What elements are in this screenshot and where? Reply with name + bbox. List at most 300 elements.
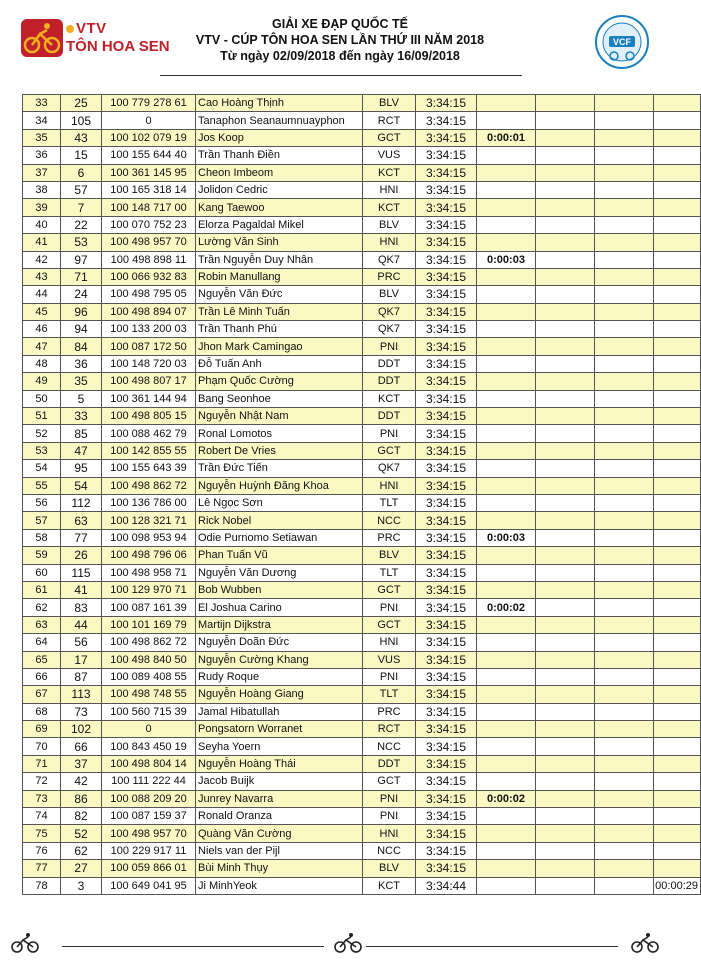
- blank-cell: [536, 355, 595, 372]
- rank-cell: 69: [23, 721, 61, 738]
- rider-name-cell: Trần Thanh Phú: [196, 321, 363, 338]
- table-row: [23, 355, 701, 372]
- team-cell: HNI: [363, 477, 416, 494]
- rank-cell: 40: [23, 216, 61, 233]
- bib-cell: 97: [61, 251, 102, 268]
- cyclist-icon: [630, 932, 660, 954]
- team-cell: KCT: [363, 164, 416, 181]
- bonus-cell: 0:00:02: [477, 790, 536, 807]
- bib-cell: 95: [61, 460, 102, 477]
- bonus-cell: [477, 581, 536, 598]
- bib-cell: 56: [61, 634, 102, 651]
- blank-cell: [536, 477, 595, 494]
- blank-cell: [595, 860, 654, 877]
- blank-cell: [536, 738, 595, 755]
- blank-cell: [595, 808, 654, 825]
- gap-cell: [654, 512, 701, 529]
- blank-cell: [595, 773, 654, 790]
- rank-cell: 58: [23, 529, 61, 546]
- rank-cell: 46: [23, 321, 61, 338]
- bonus-cell: [477, 703, 536, 720]
- time-cell: 3:34:15: [416, 408, 477, 425]
- team-cell: GCT: [363, 442, 416, 459]
- rider-name-cell: Elorza Pagaldal Mikel: [196, 216, 363, 233]
- rank-cell: 62: [23, 599, 61, 616]
- rank-cell: 57: [23, 512, 61, 529]
- team-cell: QK7: [363, 303, 416, 320]
- uci-id-cell: 100 128 321 71: [102, 512, 196, 529]
- team-cell: BLV: [363, 286, 416, 303]
- rank-cell: 36: [23, 147, 61, 164]
- uci-id-cell: 100 066 932 83: [102, 268, 196, 285]
- blank-cell: [595, 564, 654, 581]
- vtv-tonhoasen-logo: [20, 18, 188, 58]
- title-line-3: Từ ngày 02/09/2018 đến ngày 16/09/2018: [220, 49, 460, 63]
- gap-cell: [654, 147, 701, 164]
- gap-cell: [654, 460, 701, 477]
- bonus-cell: [477, 512, 536, 529]
- rider-name-cell: Odie Purnomo Setiawan: [196, 529, 363, 546]
- vtv-wordmark: VTV: [66, 20, 107, 37]
- time-cell: 3:34:15: [416, 390, 477, 407]
- gap-cell: [654, 668, 701, 685]
- rider-name-cell: Kang Taewoo: [196, 199, 363, 216]
- team-cell: QK7: [363, 460, 416, 477]
- blank-cell: [595, 112, 654, 129]
- table-row: [23, 199, 701, 216]
- uci-id-cell: 100 498 894 07: [102, 303, 196, 320]
- team-cell: BLV: [363, 95, 416, 112]
- uci-id-cell: 100 498 898 11: [102, 251, 196, 268]
- gap-cell: [654, 808, 701, 825]
- gap-cell: [654, 529, 701, 546]
- blank-cell: [536, 216, 595, 233]
- blank-cell: [595, 268, 654, 285]
- uci-id-cell: 100 133 200 03: [102, 321, 196, 338]
- rider-name-cell: Trần Lê Minh Tuấn: [196, 303, 363, 320]
- bonus-cell: [477, 390, 536, 407]
- gap-cell: [654, 425, 701, 442]
- uci-id-cell: 100 102 079 19: [102, 129, 196, 146]
- gap-cell: [654, 651, 701, 668]
- time-cell: 3:34:15: [416, 95, 477, 112]
- blank-cell: [536, 321, 595, 338]
- table-row: [23, 547, 701, 564]
- blank-cell: [536, 547, 595, 564]
- gap-cell: [654, 686, 701, 703]
- time-cell: 3:34:15: [416, 512, 477, 529]
- blank-cell: [595, 408, 654, 425]
- bonus-cell: [477, 825, 536, 842]
- time-cell: 3:34:15: [416, 321, 477, 338]
- rank-cell: 67: [23, 686, 61, 703]
- gap-cell: [654, 408, 701, 425]
- blank-cell: [595, 581, 654, 598]
- blank-cell: [595, 199, 654, 216]
- gap-cell: [654, 738, 701, 755]
- blank-cell: [536, 95, 595, 112]
- table-row: [23, 581, 701, 598]
- rank-cell: 70: [23, 738, 61, 755]
- rank-cell: 38: [23, 181, 61, 198]
- time-cell: 3:34:15: [416, 581, 477, 598]
- gap-cell: [654, 721, 701, 738]
- blank-cell: [595, 477, 654, 494]
- rank-cell: 48: [23, 355, 61, 372]
- bonus-cell: [477, 425, 536, 442]
- uci-id-cell: 100 089 408 55: [102, 668, 196, 685]
- bonus-cell: [477, 95, 536, 112]
- uci-id-cell: 100 498 804 14: [102, 755, 196, 772]
- blank-cell: [595, 634, 654, 651]
- uci-id-cell: 100 498 862 72: [102, 634, 196, 651]
- table-row: [23, 129, 701, 146]
- blank-cell: [536, 721, 595, 738]
- bib-cell: 54: [61, 477, 102, 494]
- table-row: [23, 634, 701, 651]
- bib-cell: 7: [61, 199, 102, 216]
- team-cell: GCT: [363, 581, 416, 598]
- time-cell: 3:34:15: [416, 634, 477, 651]
- blank-cell: [536, 442, 595, 459]
- team-cell: RCT: [363, 112, 416, 129]
- uci-id-cell: 100 098 953 94: [102, 529, 196, 546]
- table-row: [23, 773, 701, 790]
- rank-cell: 34: [23, 112, 61, 129]
- uci-id-cell: 100 101 169 79: [102, 616, 196, 633]
- table-row: [23, 825, 701, 842]
- blank-cell: [595, 686, 654, 703]
- uci-id-cell: 100 560 715 39: [102, 703, 196, 720]
- blank-cell: [536, 842, 595, 859]
- bib-cell: 77: [61, 529, 102, 546]
- uci-id-cell: 100 059 866 01: [102, 860, 196, 877]
- blank-cell: [595, 825, 654, 842]
- team-cell: QK7: [363, 251, 416, 268]
- blank-cell: [595, 442, 654, 459]
- team-cell: NCC: [363, 842, 416, 859]
- uci-id-cell: 100 142 855 55: [102, 442, 196, 459]
- uci-id-cell: 100 498 748 55: [102, 686, 196, 703]
- bonus-cell: [477, 738, 536, 755]
- rank-cell: 59: [23, 547, 61, 564]
- blank-cell: [536, 877, 595, 894]
- cyclist-icon: [333, 932, 363, 954]
- gap-cell: [654, 616, 701, 633]
- bonus-cell: [477, 755, 536, 772]
- rider-name-cell: Robin Manullang: [196, 268, 363, 285]
- rank-cell: 63: [23, 616, 61, 633]
- time-cell: 3:34:15: [416, 286, 477, 303]
- header-divider: [160, 75, 522, 76]
- bib-cell: 17: [61, 651, 102, 668]
- blank-cell: [536, 181, 595, 198]
- team-cell: NCC: [363, 512, 416, 529]
- blank-cell: [536, 668, 595, 685]
- table-row: [23, 408, 701, 425]
- bonus-cell: 0:00:03: [477, 251, 536, 268]
- team-cell: TLT: [363, 686, 416, 703]
- rider-name-cell: Lê Ngọc Sơn: [196, 494, 363, 511]
- team-cell: HNI: [363, 181, 416, 198]
- bib-cell: 115: [61, 564, 102, 581]
- rider-name-cell: Bob Wubben: [196, 581, 363, 598]
- bib-cell: 47: [61, 442, 102, 459]
- bib-cell: 42: [61, 773, 102, 790]
- rider-name-cell: Jamal Hibatullah: [196, 703, 363, 720]
- blank-cell: [595, 129, 654, 146]
- team-cell: KCT: [363, 390, 416, 407]
- blank-cell: [595, 721, 654, 738]
- time-cell: 3:34:15: [416, 181, 477, 198]
- rider-name-cell: El Joshua Carino: [196, 599, 363, 616]
- time-cell: 3:34:15: [416, 564, 477, 581]
- gap-cell: [654, 234, 701, 251]
- rider-name-cell: Ronald Oranza: [196, 808, 363, 825]
- bib-cell: 6: [61, 164, 102, 181]
- vcf-logo-icon: [594, 14, 650, 70]
- time-cell: 3:34:15: [416, 808, 477, 825]
- bib-cell: 66: [61, 738, 102, 755]
- bib-cell: 53: [61, 234, 102, 251]
- time-cell: 3:34:15: [416, 442, 477, 459]
- blank-cell: [536, 460, 595, 477]
- table-row: [23, 477, 701, 494]
- bonus-cell: [477, 373, 536, 390]
- table-row: [23, 494, 701, 511]
- team-cell: PNI: [363, 790, 416, 807]
- bonus-cell: [477, 860, 536, 877]
- blank-cell: [536, 234, 595, 251]
- blank-cell: [595, 95, 654, 112]
- bonus-cell: 0:00:01: [477, 129, 536, 146]
- uci-id-cell: 100 361 144 94: [102, 390, 196, 407]
- team-cell: PNI: [363, 338, 416, 355]
- bib-cell: 62: [61, 842, 102, 859]
- blank-cell: [536, 529, 595, 546]
- rider-name-cell: Nguyễn Hoàng Giang: [196, 686, 363, 703]
- time-cell: 3:34:44: [416, 877, 477, 894]
- footer-line: [366, 946, 618, 947]
- time-cell: 3:34:15: [416, 494, 477, 511]
- table-row: [23, 686, 701, 703]
- rider-name-cell: Trần Nguyễn Duy Nhân: [196, 251, 363, 268]
- team-cell: QK7: [363, 321, 416, 338]
- rider-name-cell: Ronal Lomotos: [196, 425, 363, 442]
- rank-cell: 45: [23, 303, 61, 320]
- bib-cell: 37: [61, 755, 102, 772]
- rank-cell: 44: [23, 286, 61, 303]
- bib-cell: 24: [61, 286, 102, 303]
- rank-cell: 68: [23, 703, 61, 720]
- gap-cell: [654, 181, 701, 198]
- uci-id-cell: 100 498 862 72: [102, 477, 196, 494]
- team-cell: HNI: [363, 825, 416, 842]
- blank-cell: [595, 338, 654, 355]
- bonus-cell: [477, 303, 536, 320]
- gap-cell: [654, 494, 701, 511]
- team-cell: GCT: [363, 129, 416, 146]
- blank-cell: [595, 668, 654, 685]
- bib-cell: 22: [61, 216, 102, 233]
- bib-cell: 113: [61, 686, 102, 703]
- bib-cell: 26: [61, 547, 102, 564]
- bonus-cell: [477, 842, 536, 859]
- gap-cell: [654, 825, 701, 842]
- blank-cell: [595, 164, 654, 181]
- blank-cell: [536, 860, 595, 877]
- time-cell: 3:34:15: [416, 355, 477, 372]
- uci-id-cell: 100 498 807 17: [102, 373, 196, 390]
- time-cell: 3:34:15: [416, 703, 477, 720]
- bonus-cell: [477, 477, 536, 494]
- page-header: [0, 0, 679, 92]
- time-cell: 3:34:15: [416, 616, 477, 633]
- team-cell: VUS: [363, 147, 416, 164]
- gap-cell: [654, 164, 701, 181]
- gap-cell: [654, 634, 701, 651]
- time-cell: 3:34:15: [416, 112, 477, 129]
- uci-id-cell: 100 088 209 20: [102, 790, 196, 807]
- blank-cell: [536, 755, 595, 772]
- uci-id-cell: 100 070 752 23: [102, 216, 196, 233]
- table-row: [23, 703, 701, 720]
- bib-cell: 83: [61, 599, 102, 616]
- team-cell: PRC: [363, 268, 416, 285]
- bonus-cell: [477, 651, 536, 668]
- gap-cell: [654, 773, 701, 790]
- table-row: [23, 512, 701, 529]
- uci-id-cell: 100 088 462 79: [102, 425, 196, 442]
- rider-name-cell: Rick Nobel: [196, 512, 363, 529]
- gap-cell: [654, 860, 701, 877]
- time-cell: 3:34:15: [416, 668, 477, 685]
- time-cell: 3:34:15: [416, 825, 477, 842]
- blank-cell: [536, 112, 595, 129]
- rank-cell: 60: [23, 564, 61, 581]
- uci-id-cell: 0: [102, 112, 196, 129]
- blank-cell: [536, 651, 595, 668]
- gap-cell: [654, 268, 701, 285]
- table-row: [23, 147, 701, 164]
- time-cell: 3:34:15: [416, 303, 477, 320]
- team-cell: BLV: [363, 216, 416, 233]
- team-cell: DDT: [363, 755, 416, 772]
- table-row: [23, 668, 701, 685]
- gap-cell: [654, 703, 701, 720]
- blank-cell: [595, 251, 654, 268]
- blank-cell: [536, 808, 595, 825]
- blank-cell: [536, 494, 595, 511]
- blank-cell: [536, 390, 595, 407]
- team-cell: GCT: [363, 616, 416, 633]
- time-cell: 3:34:15: [416, 129, 477, 146]
- bib-cell: 43: [61, 129, 102, 146]
- uci-id-cell: 100 111 222 44: [102, 773, 196, 790]
- team-cell: DDT: [363, 408, 416, 425]
- bib-cell: 112: [61, 494, 102, 511]
- bonus-cell: [477, 234, 536, 251]
- rider-name-cell: Nguyễn Huỳnh Đăng Khoa: [196, 477, 363, 494]
- blank-cell: [536, 147, 595, 164]
- bonus-cell: [477, 408, 536, 425]
- team-cell: TLT: [363, 564, 416, 581]
- bib-cell: 84: [61, 338, 102, 355]
- blank-cell: [536, 338, 595, 355]
- rank-cell: 61: [23, 581, 61, 598]
- team-cell: PNI: [363, 599, 416, 616]
- rank-cell: 72: [23, 773, 61, 790]
- bib-cell: 33: [61, 408, 102, 425]
- blank-cell: [536, 303, 595, 320]
- time-cell: 3:34:15: [416, 773, 477, 790]
- rank-cell: 75: [23, 825, 61, 842]
- rank-cell: 35: [23, 129, 61, 146]
- table-row: [23, 529, 701, 546]
- gap-cell: [654, 112, 701, 129]
- team-cell: HNI: [363, 234, 416, 251]
- table-row: [23, 286, 701, 303]
- bib-cell: 36: [61, 355, 102, 372]
- rank-cell: 52: [23, 425, 61, 442]
- bonus-cell: 0:00:02: [477, 599, 536, 616]
- uci-id-cell: 100 498 957 70: [102, 234, 196, 251]
- blank-cell: [595, 425, 654, 442]
- table-row: [23, 616, 701, 633]
- table-row: [23, 251, 701, 268]
- blank-cell: [536, 703, 595, 720]
- blank-cell: [595, 321, 654, 338]
- page-footer: [0, 924, 679, 960]
- rider-name-cell: Cheon Imbeom: [196, 164, 363, 181]
- table-row: [23, 460, 701, 477]
- team-cell: RCT: [363, 721, 416, 738]
- bib-cell: 73: [61, 703, 102, 720]
- blank-cell: [595, 494, 654, 511]
- bonus-cell: [477, 321, 536, 338]
- blank-cell: [595, 755, 654, 772]
- gap-cell: [654, 477, 701, 494]
- bonus-cell: [477, 355, 536, 372]
- rider-name-cell: Quàng Văn Cường: [196, 825, 363, 842]
- rank-cell: 41: [23, 234, 61, 251]
- rank-cell: 43: [23, 268, 61, 285]
- blank-cell: [595, 234, 654, 251]
- rider-name-cell: Jos Koop: [196, 129, 363, 146]
- uci-id-cell: 100 498 958 71: [102, 564, 196, 581]
- blank-cell: [536, 512, 595, 529]
- rank-cell: 74: [23, 808, 61, 825]
- blank-cell: [595, 529, 654, 546]
- uci-id-cell: 100 498 957 70: [102, 825, 196, 842]
- gap-cell: [654, 95, 701, 112]
- team-cell: KCT: [363, 877, 416, 894]
- table-row: [23, 181, 701, 198]
- time-cell: 3:34:15: [416, 234, 477, 251]
- blank-cell: [595, 355, 654, 372]
- blank-cell: [536, 599, 595, 616]
- rider-name-cell: Trần Đức Tiến: [196, 460, 363, 477]
- blank-cell: [536, 268, 595, 285]
- bonus-cell: [477, 686, 536, 703]
- blank-cell: [595, 286, 654, 303]
- blank-cell: [536, 825, 595, 842]
- bonus-cell: [477, 112, 536, 129]
- table-row: [23, 112, 701, 129]
- rank-cell: 56: [23, 494, 61, 511]
- blank-cell: [595, 599, 654, 616]
- bib-cell: 82: [61, 808, 102, 825]
